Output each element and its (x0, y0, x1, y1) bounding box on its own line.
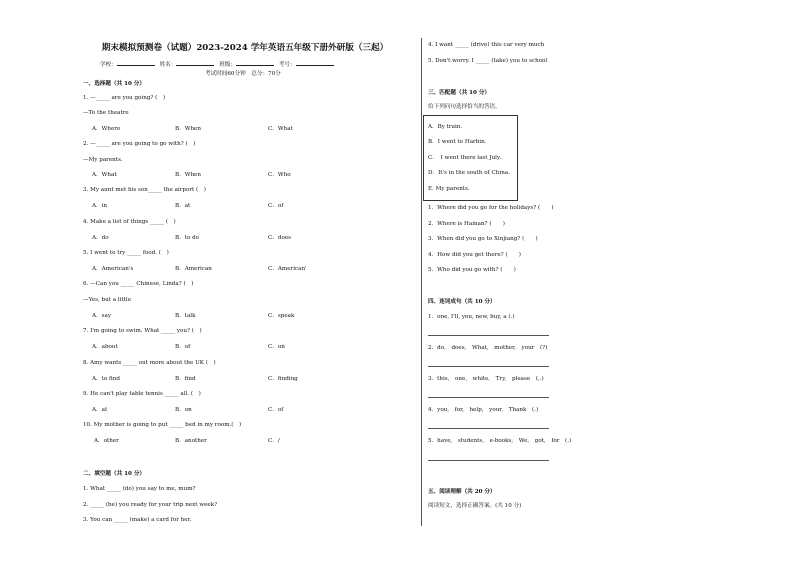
match-option-c: C． I went there last July. (428, 155, 502, 161)
q6-option-b[interactable]: B．talk (175, 313, 196, 319)
q8-option-a[interactable]: A．to find (92, 376, 120, 382)
match-question-3[interactable]: 3．When did you go to Xinjiang? ( ) (428, 236, 538, 242)
match-option-d: D．It's in the south of China. (428, 170, 510, 176)
q5-option-a[interactable]: A．American's (92, 266, 134, 272)
question-6: 6. —Can you _____ Chinese, Linda? ( ) (83, 281, 194, 287)
answer-line-5[interactable] (428, 460, 549, 461)
school-field[interactable] (117, 59, 155, 66)
match-question-1[interactable]: 1．Where did you go for the holidays? ( ) (428, 205, 554, 211)
question-3: 3. My aunt met his son_____ the airport ( ) (83, 187, 206, 193)
id-label: 考号： (278, 62, 296, 68)
sentence-item-2: 2．do, does, What, mother, your (?) (428, 345, 548, 351)
q4-option-a[interactable]: A．do (92, 235, 109, 241)
sentence-item-4: 4．you, for, help, your, Thank (.) (428, 407, 539, 413)
question-2: 2. —_____ are you going to go with? ( ) (83, 141, 196, 147)
q5-option-c[interactable]: C．American' (268, 266, 307, 272)
exam-title: 期末模拟预测卷（试题）2023-2024 学年英语五年级下册外研版（三起） (101, 43, 389, 53)
sentence-item-5: 5．have, students, e-books, We, got, for (.) (428, 438, 572, 444)
question-7: 7. I'm going to swim. What _____ you? ( ) (83, 328, 202, 334)
sentence-item-1: 1．one, I'll, you, new, buy, a (.) (428, 314, 515, 320)
q4-option-c[interactable]: C．does (268, 235, 292, 241)
q2-option-b[interactable]: B．When (175, 172, 201, 178)
q1-option-a[interactable]: A．Where (92, 126, 121, 132)
question-2-response: —My parents. (83, 157, 123, 163)
answer-line-4[interactable] (428, 428, 549, 429)
question-1: 1. —_____ are you going? ( ) (83, 95, 166, 101)
class-label: 班级： (219, 62, 236, 68)
q6-option-c[interactable]: C．speak (268, 313, 295, 319)
q1-option-b[interactable]: B．When (175, 126, 201, 132)
q9-option-b[interactable]: B．on (175, 407, 192, 413)
fill-item-4: 4. I want _____ (drive) this car very much (428, 42, 545, 48)
q9-option-a[interactable]: A．at (92, 407, 108, 413)
q8-option-c[interactable]: C．finding (268, 376, 298, 382)
section3-heading: 三、匹配题（共 10 分） (428, 90, 491, 96)
q2-option-a[interactable]: A．What (92, 172, 117, 178)
name-label: 姓名： (159, 62, 177, 68)
q3-option-b[interactable]: B．at (175, 203, 191, 209)
match-question-4[interactable]: 4．How did you get there? ( ) (428, 252, 521, 258)
answer-line-2[interactable] (428, 366, 549, 367)
q7-option-a[interactable]: A．about (92, 344, 118, 350)
sentence-item-3: 3．this, one, white, Try, please (,.) (428, 376, 544, 382)
q5-option-b[interactable]: B．American (175, 266, 212, 272)
q1-option-c[interactable]: C．What (268, 126, 293, 132)
q4-option-b[interactable]: B．to do (175, 235, 200, 241)
fill-item-3: 3. You can _____ (make) a card for her. (83, 517, 192, 523)
answer-line-3[interactable] (428, 397, 549, 398)
question-6-response: —Yes, but a little (83, 297, 132, 303)
q10-option-b[interactable]: B．another (175, 438, 207, 444)
school-label: 学校： (100, 62, 117, 68)
section5-heading: 五、阅读理解（共 20 分） (428, 489, 496, 495)
q6-option-a[interactable]: A．say (92, 313, 111, 319)
match-option-b: B．I went to Harbin. (428, 139, 487, 145)
match-question-5[interactable]: 5．Who did you go with? ( ) (428, 267, 516, 273)
fill-item-5: 5. Don't worry. I _____ (take) you to school (428, 58, 548, 64)
fill-item-1: 1. What _____ (do) you say to me, mum? (83, 486, 196, 492)
class-field[interactable] (236, 59, 274, 66)
question-8: 8. Amy wants _____ out more about the UK ( ) (83, 360, 216, 366)
question-5: 5. I went to try _____ food. ( ) (83, 250, 169, 256)
id-field[interactable] (296, 59, 334, 66)
section2-heading: 二、填空题（共 10 分） (83, 471, 146, 477)
exam-meta: 考试时间60分钟 总分：70分 (205, 71, 281, 77)
question-1-response: —To the theatre (83, 110, 129, 116)
question-9: 9. He can't play table tennis _____ all. ( ) (83, 391, 201, 397)
section5-instruction: 阅读短文，选择正确答案。(共 10 分) (428, 503, 522, 509)
q10-option-a[interactable]: A．other (94, 438, 119, 444)
answer-line-1[interactable] (428, 335, 549, 336)
match-question-2[interactable]: 2．Where is Hainan? ( ) (428, 221, 505, 227)
section4-heading: 四、连词成句（共 10 分） (428, 299, 496, 305)
section1-heading: 一、选择题（共 10 分） (83, 81, 146, 87)
match-option-a: A．By train. (428, 124, 463, 130)
question-10: 10. My mother is going to put _____ bed in my room.( ) (83, 422, 242, 428)
q2-option-c[interactable]: C．Who (268, 172, 291, 178)
question-4: 4. Make a list of things _____ ( ) (83, 219, 176, 225)
q7-option-c[interactable]: C．on (268, 344, 285, 350)
name-field[interactable] (176, 59, 214, 66)
match-option-e: E. My parents. (428, 186, 470, 192)
q10-option-c[interactable]: C．/ (268, 438, 280, 444)
fill-item-2: 2. _____ (be) you ready for your trip next week? (83, 502, 218, 508)
q3-option-a[interactable]: A．in (92, 203, 108, 209)
section3-instruction: 给下列问句选择恰当的答语。 (428, 104, 501, 110)
q7-option-b[interactable]: B．of (175, 344, 191, 350)
q8-option-b[interactable]: B．find (175, 376, 196, 382)
column-divider (421, 38, 422, 526)
q3-option-c[interactable]: C．of (268, 203, 284, 209)
q9-option-c[interactable]: C．of (268, 407, 284, 413)
student-info-row (100, 59, 400, 68)
